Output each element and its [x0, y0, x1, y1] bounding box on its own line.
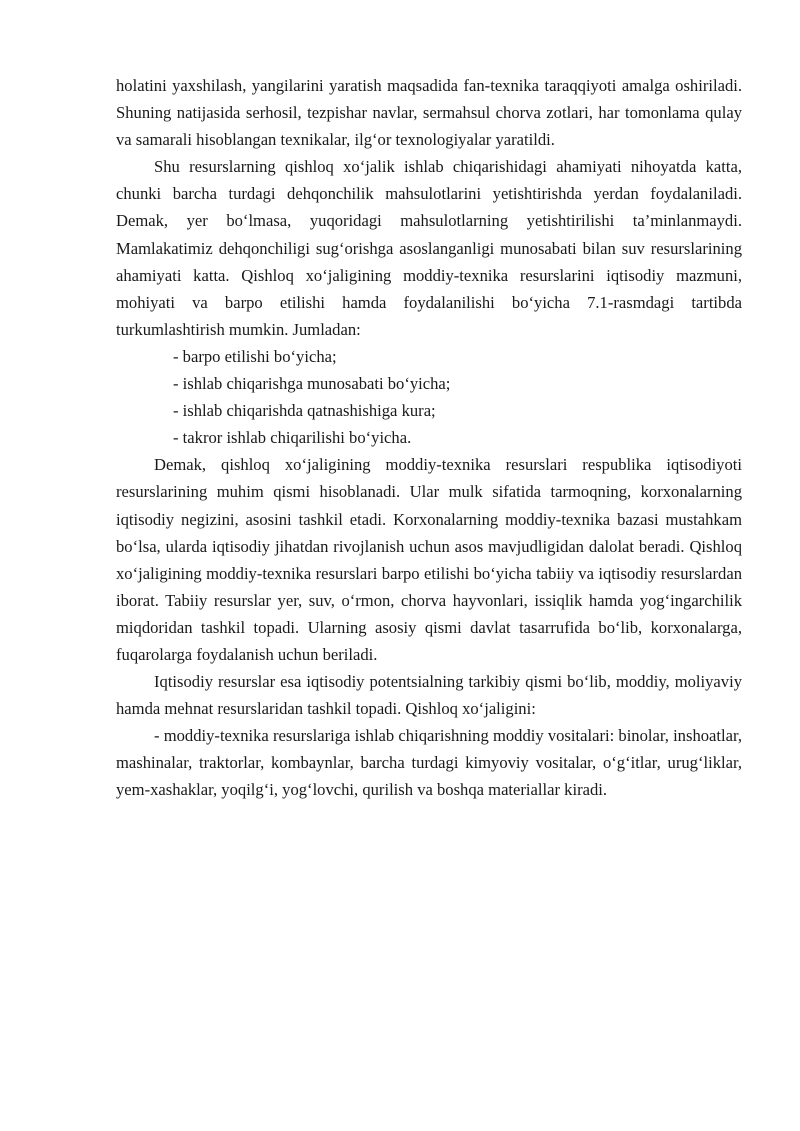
list-item-reproduction: - takror ishlab chiqarilishi bo‘yicha.: [173, 428, 412, 448]
paragraph-material-technical-resources: Demak, qishloq xo‘jaligining moddiy-texnika resurslari respublika iqtisodiyoti resurslarining muhim qismi hisoblanadi. Ular mulk sifatida tarmoqning, korxonalarning iqtisodiy negizini, asosini tashkil etadi. Korxonalarning moddiy-texnika bazasi mustahkam bo‘lsa, ularda iqtisodiy jihatdan rivojlanish uchun asos mavjudligidan dalolat beradi. Qishloq xo‘jaligining moddiy-texnika resurslari barpo etilishi bo‘yicha tabiiy va iqtisodiy resurslardan iborat. Tabiiy resurslar yer, suv, o‘rmon, chorva hayvonlari, issiqlik hamda yog‘ingarchilik miqdoridan tashkil topadi. Ularning asosiy qismi davlat tasarrufida bo‘lib, korxonalarga, fuqarolarga foydalanish uchun beriladi.: [116, 455, 742, 664]
document-page: [116, 72, 742, 804]
paragraph-resources-importance: Shu resurslarning qishloq xo‘jalik ishlab chiqarishidagi ahamiyati nihoyatda katta, chunki barcha turdagi dehqonchilik mahsulotlarini yetishtirishda yerdan foydalaniladi. Demak, yer bo‘lmasa, yuqoridagi mahsulotlarning yetishtirilishi ta’minlanmaydi. Mamlakatimiz dehqonchiligi sug‘orishga asoslanganligi munosabati bilan suv resurslarining ahamiyati katta. Qishloq xo‘jaligining moddiy-texnika resurslarini iqtisodiy mazmuni, mohiyati va barpo etilishi hamda foydalanilishi bo‘yicha 7.1-rasmdagi tartibda turkumlashtirish mumkin. Jumladan:: [116, 157, 742, 339]
list-item-participation: - ishlab chiqarishda qatnashishiga kura;: [173, 401, 436, 421]
paragraph-economic-resources: Iqtisodiy resurslar esa iqtisodiy potentsialning tarkibiy qismi bo‘lib, moddiy, moliyaviy hamda mehnat resurslaridan tashkil topadi. Qishloq xo‘jaligini:: [116, 672, 742, 719]
paragraph-material-means: - moddiy-texnika resurslariga ishlab chiqarishning moddiy vositalari: binolar, inshoatlar, mashinalar, traktorlar, kombaynlar, barcha turdagi kimyoviy vositalar, o‘g‘itlar, urug‘liklar, yem-xashaklar, yoqilg‘i, yog‘lovchi, qurilish va boshqa materiallar kiradi.: [116, 726, 742, 800]
paragraph-continuation: holatini yaxshilash, yangilarini yaratish maqsadida fan-texnika taraqqiyoti amalga oshiriladi. Shuning natijasida serhosil, tezpishar navlar, sermahsul chorva zotlari, har tomonlama qulay va samarali hisoblangan texnikalar, ilg‘or texnologiyalar yaratildi.: [116, 76, 742, 150]
list-item-production-relation: - ishlab chiqarishga munosabati bo‘yicha;: [173, 374, 451, 394]
list-item-creation: - barpo etilishi bo‘yicha;: [173, 346, 337, 366]
